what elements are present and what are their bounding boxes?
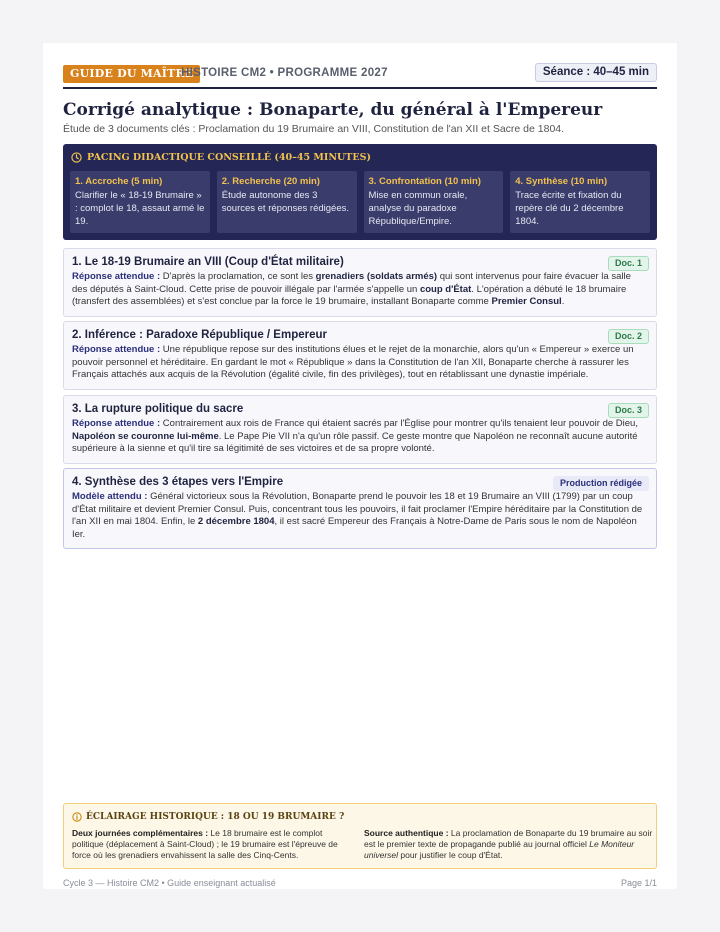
step-title: 2. Recherche (20 min) (221, 176, 320, 187)
pacing-box (63, 144, 657, 240)
page-number: Page 1/1 (620, 878, 657, 888)
step-text: Trace écrite et fixation du repère clé du 2 décembre 1804. (515, 190, 624, 227)
historical-col-left (72, 828, 352, 861)
clock-icon (71, 152, 82, 163)
doc-badge: Doc. 2 (608, 329, 649, 344)
question-title: 1. Le 18-19 Brumaire an VIII (Coup d'État militaire) (72, 256, 344, 268)
answer-emphasis: Premier Consul (491, 296, 562, 307)
newspaper-title: Le Moniteur universel (364, 839, 635, 860)
question-answer (72, 418, 648, 456)
pacing-step-3 (364, 171, 504, 233)
historical-col-right (364, 828, 656, 861)
answer-emphasis: 2 décembre 1804 (197, 516, 275, 527)
guide-page (43, 43, 677, 889)
answer-emphasis: Napoléon se couronne lui-même (72, 430, 219, 442)
question-title: 3. La rupture politique du sacre (72, 403, 244, 415)
answer-text: Une république repose sur des institutions élues et le rejet de la monarchie, alors qu'un « Empereur » exerce un pouvoir personnel et héréditaire. En gardant le mot « République » dans la Constitution de l'an XII, Bonaparte cherche à rassurer les Français attachés aux acquis de la Révolution (égalité civile, fin des privilèges), tout en rétablissant une dynastie impériale. (72, 344, 634, 380)
pacing-step-2 (217, 171, 357, 233)
doc-badge: Doc. 1 (608, 256, 649, 271)
answer-label: Réponse attendue : (72, 271, 161, 282)
answer-label: Réponse attendue : (72, 344, 161, 355)
page-subtitle: Étude de 3 documents clés : Proclamation du 19 Brumaire an VIII, Constitution de l'an XII et Sacre de 1804. (63, 123, 565, 135)
pacing-step-1 (70, 171, 210, 233)
historical-label: Deux journées complémentaires : (72, 828, 209, 838)
answer-text: qui sont intervenus pour faire évacuer la salle des députés à Saint-Cloud. Cette prise de pouvoir illégale par l'armée s'appelle un (72, 271, 631, 295)
historical-note-box (63, 803, 657, 869)
step-text: Mise en commun orale, analyse du paradoxe République/Empire. (368, 190, 468, 227)
question-card-3 (63, 395, 657, 464)
page-header (63, 63, 657, 89)
session-duration-badge: Séance : 40–45 min (535, 63, 657, 82)
guide-tag: GUIDE DU MAÎTRE (63, 65, 200, 83)
answer-text: Contrairement aux rois de France qui étaient sacrés par l'Église pour montrer qu'ils tenaient leur pouvoir de Dieu, (160, 418, 638, 429)
answer-text: . Le Pape Pie VII n'a qu'un rôle passif. Ce geste montre que Napoléon ne reconnaît aucune autorité supérieure à la sienne et qu'il tire sa légitimité de ses victoires et de sa propre volonté. (72, 430, 638, 454)
answer-text: D'après la proclamation, ce sont les (160, 271, 316, 282)
pacing-step-4 (510, 171, 650, 233)
page-title: Corrigé analytique : Bonaparte, du général à l'Empereur (63, 100, 603, 120)
step-title: 4. Synthèse (10 min) (515, 176, 608, 187)
answer-label: Réponse attendue : (72, 418, 161, 429)
step-title: 3. Confrontation (10 min) (368, 176, 481, 187)
historical-heading (72, 812, 344, 822)
answer-text: . L'opération a débuté le 18 brumaire (transfert des assemblées) et s'est conclue par la force le 19 brumaire, installant Bonaparte comme (72, 283, 627, 307)
step-title: 1. Accroche (5 min) (75, 176, 163, 187)
doc-badge: Doc. 3 (608, 403, 649, 418)
pacing-steps (70, 171, 650, 233)
question-answer (72, 491, 648, 541)
info-icon (72, 812, 82, 822)
footer-left: Cycle 3 — Histoire CM2 • Guide enseignant actualisé (63, 878, 276, 888)
pacing-heading (71, 152, 371, 163)
pacing-heading-text: PACING DIDACTIQUE CONSEILLÉ (40–45 MINUTES) (87, 152, 371, 163)
question-answer (72, 271, 648, 309)
answer-label: Modèle attendu : (72, 491, 148, 502)
historical-heading-text: ÉCLAIRAGE HISTORIQUE : 18 OU 19 BRUMAIRE ? (86, 812, 345, 822)
question-answer (72, 344, 648, 382)
step-text: Étude autonome des 3 sources et réponses rédigées. (221, 190, 350, 214)
historical-text: La proclamation de Bonaparte du 19 brumaire au soir est le premier texte de propagande publié au journal officiel (364, 828, 653, 849)
question-title: 4. Synthèse des 3 étapes vers l'Empire (72, 476, 284, 488)
answer-text: Général victorieux sous la Révolution, Bonaparte prend le pouvoir les 18 et 19 Brumaire an VIII (1799) par un coup d'État militaire et devient Premier Consul. Puis, concentrant tous les pouvoirs, il fait proclamer l'Empire héréditaire par la Constitution de l'an XII en mai 1804. Enfin, le (72, 491, 643, 527)
question-card-4 (63, 468, 657, 549)
historical-label: Source authentique : (364, 828, 449, 838)
question-title: 2. Inférence : Paradoxe République / Empereur (72, 329, 327, 341)
historical-text: Le 18 brumaire est le complot politique (déplacement à Saint-Cloud) ; le 19 brumaire est l'épreuve de force où les grenadiers envahissent la salle des Cinq-Cents. (72, 828, 338, 860)
question-card-1 (63, 248, 657, 317)
answer-emphasis: coup d'État (419, 283, 472, 295)
answer-text: , il est sacré Empereur des Français à Notre-Dame de Paris sous le nom de Napoléon Ier. (72, 516, 637, 540)
historical-text: pour justifier le coup d'État. (398, 850, 503, 860)
question-card-2 (63, 321, 657, 390)
answer-text: . (561, 296, 565, 307)
step-text: Clarifier le « 18-19 Brumaire » : complot le 18, assaut armé le 19. (75, 190, 205, 227)
subject-label: HISTOIRE CM2 • PROGRAMME 2027 (181, 67, 388, 79)
production-badge: Production rédigée (553, 476, 649, 491)
answer-emphasis: grenadiers (soldats armés) (315, 271, 438, 282)
